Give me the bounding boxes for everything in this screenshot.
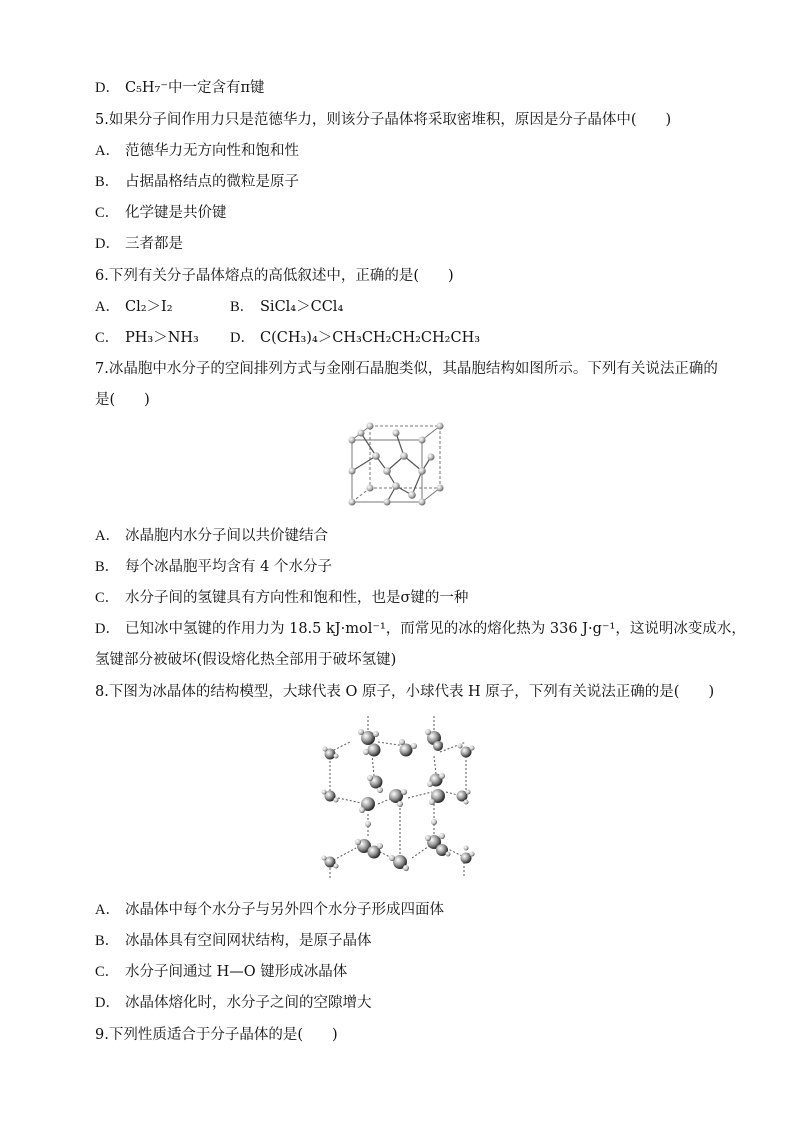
option-text: C₅H₇⁻中一定含有π键 xyxy=(125,80,265,96)
q7-option-c xyxy=(95,588,468,608)
q7-option-a xyxy=(95,526,328,546)
option-letter: C． xyxy=(95,205,120,221)
q5-option-c xyxy=(95,203,227,223)
option-letter: A． xyxy=(95,299,120,315)
option-text: 占据晶格结点的微粒是原子 xyxy=(125,174,299,190)
option-text: 化学键是共价键 xyxy=(125,205,227,221)
q8-stem: 8.下图为冰晶体的结构模型，大球代表 O 原子，小球代表 H 原子，下列有关说法正确的是( ) xyxy=(95,684,715,700)
option-text: 冰晶体熔化时，水分子之间的空隙增大 xyxy=(125,995,372,1011)
option-text: 冰晶体中每个水分子与另外四个水分子形成四面体 xyxy=(125,902,444,918)
option-text: 水分子间通过 H—O 键形成冰晶体 xyxy=(125,964,348,980)
option-letter: D． xyxy=(95,995,120,1011)
q6-option-c xyxy=(95,328,199,348)
option-text: 冰晶胞内水分子间以共价键结合 xyxy=(125,528,328,544)
option-letter: B． xyxy=(95,174,120,190)
q5-option-a xyxy=(95,141,299,161)
q9-stem: 9.下列性质适合于分子晶体的是( ) xyxy=(95,1027,338,1043)
q6-option-b xyxy=(230,297,343,317)
q7-option-d-continued: 氢键部分被破坏(假设熔化热全部用于破坏氢键) xyxy=(95,652,397,668)
q6-option-d xyxy=(230,328,480,348)
option-letter: A． xyxy=(95,528,120,544)
q7-stem-line2: 是( ) xyxy=(95,392,150,408)
option-letter: B． xyxy=(230,299,255,315)
ice-unit-cell-diagram xyxy=(346,420,448,512)
q7-stem-line1: 7.冰晶胞中水分子的空间排列方式与金刚石晶胞类似，其晶胞结构如图所示。下列有关说法正确的 xyxy=(95,361,718,377)
option-letter: D． xyxy=(95,236,120,252)
option-text: SiCl₄＞CCl₄ xyxy=(260,299,344,315)
option-text: C(CH₃)₄＞CH₃CH₂CH₂CH₂CH₃ xyxy=(260,330,481,346)
q7-option-b xyxy=(95,557,332,577)
ice-crystal-model-diagram xyxy=(316,712,482,878)
option-text: PH₃＞NH₃ xyxy=(125,330,199,346)
option-letter: A． xyxy=(95,143,120,159)
option-letter: D． xyxy=(95,621,120,637)
option-text: 已知冰中氢键的作用力为 18.5 kJ·mol⁻¹，而常见的冰的熔化热为 336 J·g⁻¹，这说明冰变成水， xyxy=(125,621,746,637)
option-letter: C． xyxy=(95,590,120,606)
option-text: 冰晶体具有空间网状结构，是原子晶体 xyxy=(125,933,372,949)
q8-option-b xyxy=(95,931,372,951)
q6-stem: 6.下列有关分子晶体熔点的高低叙述中，正确的是( ) xyxy=(95,268,454,284)
option-text: 水分子间的氢键具有方向性和饱和性，也是σ键的一种 xyxy=(125,590,469,606)
q5-option-d xyxy=(95,234,183,254)
option-letter: C． xyxy=(95,330,120,346)
ice-crystal-model-figure xyxy=(316,712,482,878)
q8-option-a xyxy=(95,900,444,920)
q8-option-d xyxy=(95,993,372,1013)
ice-unit-cell-figure xyxy=(346,420,448,512)
q4-option-d xyxy=(95,78,265,98)
cell-bonds xyxy=(352,433,431,502)
option-letter: B． xyxy=(95,933,120,949)
option-text: 范德华力无方向性和饱和性 xyxy=(125,143,299,159)
q5-option-b xyxy=(95,172,299,192)
option-letter: D． xyxy=(230,330,255,346)
option-letter: A． xyxy=(95,902,120,918)
q7-option-d xyxy=(95,619,746,639)
water-molecules xyxy=(322,729,475,871)
q5-stem: 5.如果分子间作用力只是范德华力，则该分子晶体将采取密堆积，原因是分子晶体中( ) xyxy=(95,112,672,128)
option-text: 三者都是 xyxy=(125,236,183,252)
option-text: 每个冰晶胞平均含有 4 个水分子 xyxy=(125,559,332,575)
option-letter: C． xyxy=(95,964,120,980)
option-letter: B． xyxy=(95,559,120,575)
q6-option-a xyxy=(95,297,173,317)
option-text: Cl₂＞I₂ xyxy=(125,299,173,315)
q8-option-c xyxy=(95,962,347,982)
option-letter: D． xyxy=(95,80,120,96)
